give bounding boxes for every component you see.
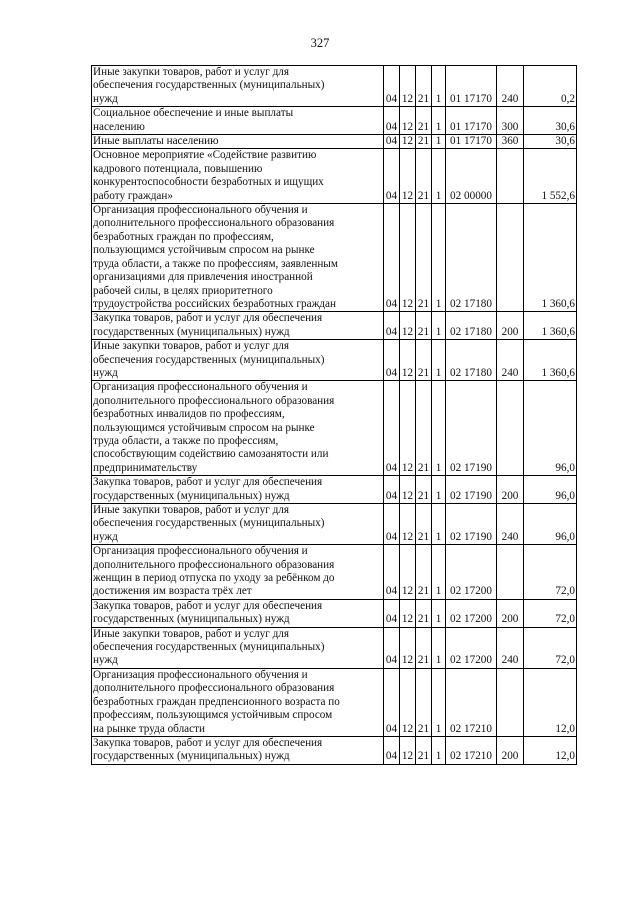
expense-type-code: 240 xyxy=(497,627,524,668)
expense-type-code xyxy=(497,149,524,204)
program-code: 1 xyxy=(432,312,446,340)
subsection-code: 21 xyxy=(416,340,432,381)
ministry-code: 04 xyxy=(384,545,400,600)
budget-table xyxy=(91,65,577,765)
ministry-code: 04 xyxy=(384,340,400,381)
program-code: 1 xyxy=(432,149,446,204)
row-name: Организация профессионального обучения и дополнительного профессионального образования безработных граждан предпенсионного возраста по профессиям, пользующимся устойчивым спросом на рынке труда области xyxy=(92,668,384,736)
ministry-code: 04 xyxy=(384,204,400,312)
row-name: Основное мероприятие «Содействие развитию кадрового потенциала, повышению конкурентоспособности безработных и ищущих работу граждан» xyxy=(92,149,384,204)
amount: 96,0 xyxy=(524,504,577,545)
target-article-code: 02 17200 xyxy=(446,599,497,627)
target-article-code: 02 17190 xyxy=(446,476,497,504)
row-name: Закупка товаров, работ и услуг для обеспечения государственных (муниципальных) нужд xyxy=(92,736,384,764)
table-row xyxy=(92,627,577,668)
amount: 72,0 xyxy=(524,599,577,627)
program-code: 1 xyxy=(432,381,446,476)
section-code: 12 xyxy=(400,312,416,340)
amount: 12,0 xyxy=(524,668,577,736)
program-code: 1 xyxy=(432,204,446,312)
target-article-code: 02 17190 xyxy=(446,504,497,545)
target-article-code: 02 17200 xyxy=(446,545,497,600)
ministry-code: 04 xyxy=(384,627,400,668)
expense-type-code: 300 xyxy=(497,107,524,135)
amount: 96,0 xyxy=(524,381,577,476)
program-code: 1 xyxy=(432,736,446,764)
table-row xyxy=(92,504,577,545)
table-row xyxy=(92,312,577,340)
subsection-code: 21 xyxy=(416,204,432,312)
section-code: 12 xyxy=(400,381,416,476)
row-name: Иные закупки товаров, работ и услуг для обеспечения государственных (муниципальных) нужд xyxy=(92,66,384,107)
expense-type-code: 200 xyxy=(497,312,524,340)
ministry-code: 04 xyxy=(384,66,400,107)
section-code: 12 xyxy=(400,668,416,736)
subsection-code: 21 xyxy=(416,668,432,736)
expense-type-code xyxy=(497,668,524,736)
target-article-code: 02 17210 xyxy=(446,736,497,764)
program-code: 1 xyxy=(432,545,446,600)
section-code: 12 xyxy=(400,135,416,149)
table-row xyxy=(92,668,577,736)
target-article-code: 02 17200 xyxy=(446,627,497,668)
expense-type-code: 360 xyxy=(497,135,524,149)
section-code: 12 xyxy=(400,599,416,627)
table-row xyxy=(92,66,577,107)
amount: 1 360,6 xyxy=(524,204,577,312)
section-code: 12 xyxy=(400,149,416,204)
program-code: 1 xyxy=(432,668,446,736)
table-row xyxy=(92,736,577,764)
program-code: 1 xyxy=(432,627,446,668)
ministry-code: 04 xyxy=(384,381,400,476)
expense-type-code: 240 xyxy=(497,340,524,381)
program-code: 1 xyxy=(432,476,446,504)
amount: 1 552,6 xyxy=(524,149,577,204)
subsection-code: 21 xyxy=(416,66,432,107)
row-name: Организация профессионального обучения и дополнительного профессионального образования безработных граждан по профессиям, пользующимся устойчивым спросом на рынке труда области, а также по профессиям, заявленным организациями для привлечения иностранной рабочей силы, в целях приоритетного трудоустройства российских безработных граждан xyxy=(92,204,384,312)
subsection-code: 21 xyxy=(416,149,432,204)
subsection-code: 21 xyxy=(416,381,432,476)
expense-type-code: 200 xyxy=(497,476,524,504)
amount: 30,6 xyxy=(524,135,577,149)
row-name: Социальное обеспечение и иные выплаты населению xyxy=(92,107,384,135)
amount: 12,0 xyxy=(524,736,577,764)
subsection-code: 21 xyxy=(416,135,432,149)
amount: 1 360,6 xyxy=(524,312,577,340)
row-name: Организация профессионального обучения и дополнительного профессионального образования женщин в период отпуска по уходу за ребёнком до достижения им возраста трёх лет xyxy=(92,545,384,600)
ministry-code: 04 xyxy=(384,107,400,135)
expense-type-code xyxy=(497,545,524,600)
section-code: 12 xyxy=(400,504,416,545)
row-name: Иные выплаты населению xyxy=(92,135,384,149)
section-code: 12 xyxy=(400,627,416,668)
target-article-code: 02 00000 xyxy=(446,149,497,204)
section-code: 12 xyxy=(400,340,416,381)
amount: 0,2 xyxy=(524,66,577,107)
program-code: 1 xyxy=(432,107,446,135)
subsection-code: 21 xyxy=(416,736,432,764)
amount: 30,6 xyxy=(524,107,577,135)
subsection-code: 21 xyxy=(416,312,432,340)
row-name: Иные закупки товаров, работ и услуг для обеспечения государственных (муниципальных) нужд xyxy=(92,627,384,668)
expense-type-code: 200 xyxy=(497,599,524,627)
row-name: Закупка товаров, работ и услуг для обеспечения государственных (муниципальных) нужд xyxy=(92,599,384,627)
amount: 72,0 xyxy=(524,627,577,668)
target-article-code: 02 17210 xyxy=(446,668,497,736)
target-article-code: 02 17190 xyxy=(446,381,497,476)
expense-type-code: 240 xyxy=(497,66,524,107)
ministry-code: 04 xyxy=(384,312,400,340)
program-code: 1 xyxy=(432,504,446,545)
subsection-code: 21 xyxy=(416,599,432,627)
table-row xyxy=(92,476,577,504)
amount: 96,0 xyxy=(524,476,577,504)
section-code: 12 xyxy=(400,736,416,764)
target-article-code: 02 17180 xyxy=(446,312,497,340)
table-body xyxy=(92,66,577,765)
amount: 1 360,6 xyxy=(524,340,577,381)
row-name: Иные закупки товаров, работ и услуг для обеспечения государственных (муниципальных) нужд xyxy=(92,504,384,545)
row-name: Иные закупки товаров, работ и услуг для обеспечения государственных (муниципальных) нужд xyxy=(92,340,384,381)
program-code: 1 xyxy=(432,599,446,627)
program-code: 1 xyxy=(432,135,446,149)
ministry-code: 04 xyxy=(384,736,400,764)
target-article-code: 01 17170 xyxy=(446,66,497,107)
section-code: 12 xyxy=(400,66,416,107)
table-row xyxy=(92,340,577,381)
ministry-code: 04 xyxy=(384,149,400,204)
subsection-code: 21 xyxy=(416,545,432,600)
row-name: Организация профессионального обучения и дополнительного профессионального образования безработных инвалидов по профессиям, пользующимся устойчивым спросом на рынке труда области, а также по профессиям, способствующим содействию самозанятости или предпринимательству xyxy=(92,381,384,476)
row-name: Закупка товаров, работ и услуг для обеспечения государственных (муниципальных) нужд xyxy=(92,312,384,340)
table-row xyxy=(92,204,577,312)
ministry-code: 04 xyxy=(384,599,400,627)
expense-type-code xyxy=(497,204,524,312)
target-article-code: 01 17170 xyxy=(446,107,497,135)
section-code: 12 xyxy=(400,545,416,600)
table-row xyxy=(92,545,577,600)
subsection-code: 21 xyxy=(416,504,432,545)
target-article-code: 02 17180 xyxy=(446,204,497,312)
target-article-code: 01 17170 xyxy=(446,135,497,149)
program-code: 1 xyxy=(432,340,446,381)
ministry-code: 04 xyxy=(384,135,400,149)
expense-type-code: 200 xyxy=(497,736,524,764)
target-article-code: 02 17180 xyxy=(446,340,497,381)
section-code: 12 xyxy=(400,107,416,135)
amount: 72,0 xyxy=(524,545,577,600)
ministry-code: 04 xyxy=(384,504,400,545)
table-row xyxy=(92,149,577,204)
section-code: 12 xyxy=(400,476,416,504)
table-row xyxy=(92,381,577,476)
ministry-code: 04 xyxy=(384,668,400,736)
page-number: 327 xyxy=(310,36,330,50)
row-name: Закупка товаров, работ и услуг для обеспечения государственных (муниципальных) нужд xyxy=(92,476,384,504)
table-row xyxy=(92,135,577,149)
table-row xyxy=(92,107,577,135)
ministry-code: 04 xyxy=(384,476,400,504)
program-code: 1 xyxy=(432,66,446,107)
subsection-code: 21 xyxy=(416,627,432,668)
table-row xyxy=(92,599,577,627)
section-code: 12 xyxy=(400,204,416,312)
subsection-code: 21 xyxy=(416,107,432,135)
expense-type-code xyxy=(497,381,524,476)
subsection-code: 21 xyxy=(416,476,432,504)
expense-type-code: 240 xyxy=(497,504,524,545)
